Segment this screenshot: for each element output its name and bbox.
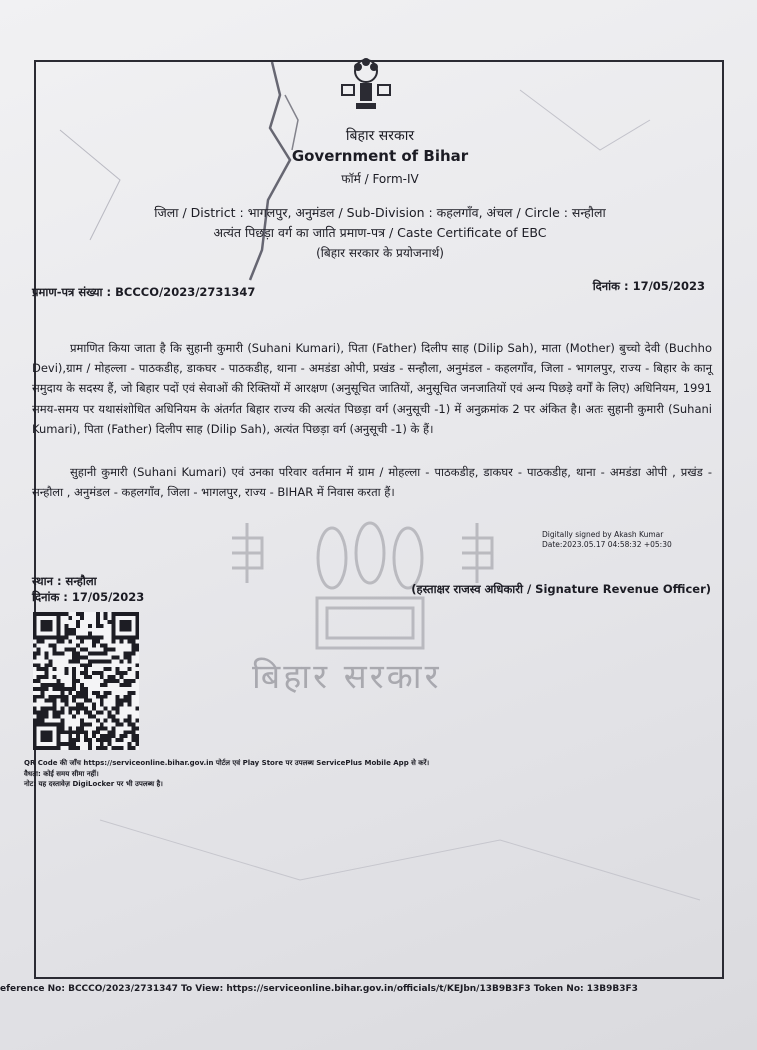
note-validity: वैधता: कोई समय सीमा नहीं। <box>24 769 99 778</box>
certificate-body-paragraph-1: प्रमाणित किया जाता है कि सुहानी कुमारी (Suhani Kumari), पिता (Father) दिलीप साह (Dilip Sah), माता (Mother) बुच्चो देवी (Buchho Devi),ग्राम / मोहल्ला - पाठकडीह, डाकघर - पाठकडीह, थाना - अमडंडा ओपी, प्रखंड - सन्हौला, अनुमंडल - कहलगाँव, जिला - भागलपुर, राज्य - बिहार के कानू समुदाय के सदस्य हैं, जो बिहार पदों एवं सेवाओं की रिक्तियों में आरक्षण (अनुसूचित जातियों, अनुसूचित जनजातियों एवं अन्य पिछड़े वर्गों के लिए) अधिनियम, 1991 समय-समय पर यथासंशोधित अधिनियम के अंतर्गत बिहार राज्य की अत्यंत पिछड़ा वर्ग (अनुसूची -1) में अनुक्रमांक 2 पर अंकित है। अतः सुहानी कुमारी (Suhani Kumari), पिता (Father) दिलीप साह (Dilip Sah), अत्यंत पिछड़ा वर्ग (अनुसूची -1) के हैं। <box>32 341 712 436</box>
form-number: फॉर्म / Form-IV <box>341 172 419 186</box>
signature-officer: (हस्ताक्षर राजस्व अधिकारी / Signature Revenue Officer) <box>411 582 711 596</box>
qr-code-icon[interactable] <box>32 612 140 750</box>
certificate-subtitle: (बिहार सरकार के प्रयोजनार्थ) <box>316 246 444 260</box>
note-qr-verify: QR Code की जाँच https://serviceonline.bihar.gov.in पोर्टल एवं Play Store पर उपलब्ध ServicePlus Mobile App से करें। <box>24 759 430 767</box>
digital-signature-by: Digitally signed by Akash Kumar <box>542 530 664 539</box>
digital-signature <box>542 530 672 550</box>
digital-signature-date: Date:2023.05.17 04:58:32 +05:30 <box>542 540 672 549</box>
note-digilocker: नोट: यह दस्तावेज़ DigiLocker पर भी उपलब्ध है। <box>24 780 163 788</box>
certificate-body-paragraph-2: सुहानी कुमारी (Suhani Kumari) एवं उनका परिवार वर्तमान में ग्राम / मोहल्ला - पाठकडीह, डाकघर - पाठकडीह, थाना - अमडंडा ओपी , प्रखंड - सन्हौला , अनुमंडल - कहलगाँव, जिला - भागलपुर, राज्य - BIHAR में निवास करता हैं। <box>32 465 712 500</box>
certificate-title: अत्यंत पिछड़ा वर्ग का जाति प्रमाण-पत्र / Caste Certificate of EBC <box>213 225 547 240</box>
reference-footer: eference No: BCCCO/2023/2731347 To View: https://serviceonline.bihar.gov.in/officials/t/KEJbn/13B9B3F3 Token No: 13B9B3F3 <box>0 984 638 994</box>
watermark-text: बिहार सरकार <box>252 657 442 697</box>
issue-place: स्थान : सन्हौला <box>32 574 97 588</box>
verification-notes <box>24 758 429 790</box>
bihar-emblem-icon <box>336 55 396 111</box>
certificate-number: प्रमाण-पत्र संख्या : BCCCO/2023/2731347 <box>32 285 256 299</box>
govt-title-english: Government of Bihar <box>291 147 469 165</box>
district-line: जिला / District : भागलपुर, अनुमंडल / Sub-Division : कहलगाँव, अंचल / Circle : सन्हौला <box>154 205 606 220</box>
govt-title-hindi: बिहार सरकार <box>345 128 415 144</box>
issue-date: दिनांक : 17/05/2023 <box>32 590 145 604</box>
certificate-date: दिनांक : 17/05/2023 <box>592 279 705 293</box>
